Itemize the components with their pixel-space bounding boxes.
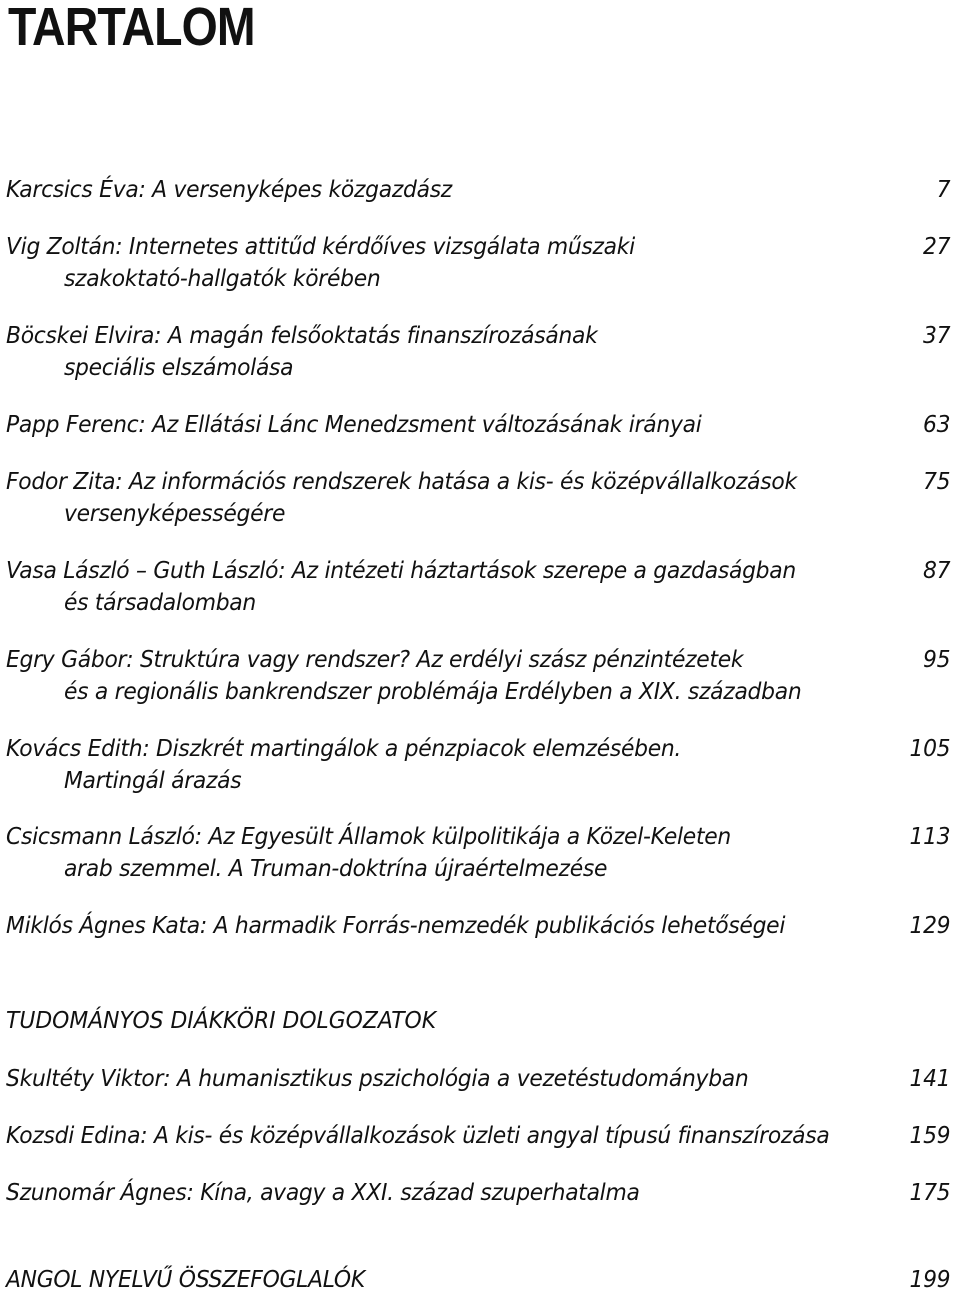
toc-entry — [6, 1063, 951, 1095]
page-number: 129 — [909, 913, 951, 939]
toc-entry — [6, 555, 951, 619]
toc-entry — [6, 1177, 951, 1209]
entry-title-continued: és társadalomban — [63, 590, 256, 616]
entry-title: Skultéty Viktor: A humanisztikus pszichológia a vezetéstudományban — [6, 1066, 749, 1092]
toc-entry — [6, 409, 951, 441]
toc-entry — [6, 320, 951, 384]
entry-title: Böcskei Elvira: A magán felsőoktatás finanszírozásának — [6, 323, 598, 349]
page-number: 159 — [909, 1123, 951, 1149]
page-number: 7 — [936, 177, 951, 203]
entry-title: Szunomár Ágnes: Kína, avagy a XXI. század szuperhatalma — [6, 1180, 640, 1206]
entry-title: Fodor Zita: Az információs rendszerek hatása a kis- és középvállalkozások — [6, 469, 797, 495]
entry-title-continued: speciális elszámolása — [63, 355, 294, 381]
entry-title: Vasa László – Guth László: Az intézeti háztartások szerepe a gazdaságban — [6, 558, 796, 584]
entry-title: Karcsics Éva: A versenyképes közgazdász — [6, 177, 452, 203]
page-title: TARTALOM — [8, 0, 255, 57]
toc-entry — [6, 910, 951, 942]
entry-title-continued: versenyképességére — [63, 501, 286, 527]
page-number: 95 — [923, 647, 951, 673]
page-number: 75 — [923, 469, 951, 495]
page-number: 175 — [909, 1180, 951, 1206]
entry-title-continued: arab szemmel. A Truman-doktrína újraértelmezése — [63, 856, 608, 882]
toc-entry — [6, 1120, 951, 1152]
page-number: 63 — [923, 412, 951, 438]
toc-entry — [6, 231, 951, 295]
entry-title: Csicsmann László: Az Egyesült Államok külpolitikája a Közel-Keleten — [6, 824, 731, 850]
entry-title-continued: és a regionális bankrendszer problémája Erdélyben a XIX. században — [63, 679, 802, 705]
entry-title-continued: Martingál árazás — [63, 768, 242, 794]
page-number: 141 — [909, 1066, 951, 1092]
toc-entry-english-summary — [6, 1264, 951, 1296]
page-number: 27 — [923, 234, 951, 260]
toc-entry — [6, 466, 951, 530]
section-heading-student-papers: TUDOMÁNYOS DIÁKKÖRI DOLGOZATOK — [6, 1008, 437, 1034]
entry-title: Kozsdi Edina: A kis- és középvállalkozások üzleti angyal típusú finanszírozása — [6, 1123, 830, 1149]
entry-title: Kovács Edith: Diszkrét martingálok a pénzpiacok elemzésében. — [6, 736, 682, 762]
toc-entry — [6, 821, 951, 885]
entry-title: Miklós Ágnes Kata: A harmadik Forrás-nemzedék publikációs lehetőségei — [6, 913, 786, 939]
page-number: 105 — [909, 736, 951, 762]
page-number: 37 — [923, 323, 951, 349]
toc-entry — [6, 644, 951, 708]
toc-entry — [6, 174, 951, 206]
entry-title: Egry Gábor: Struktúra vagy rendszer? Az erdélyi szász pénzintézetek — [6, 647, 744, 673]
page-number: 113 — [909, 824, 951, 850]
entry-title: Papp Ferenc: Az Ellátási Lánc Menedzsment változásának irányai — [6, 412, 702, 438]
page-number: 199 — [909, 1267, 951, 1293]
entry-title-continued: szakoktató-hallgatók körében — [63, 266, 381, 292]
entry-title: Vig Zoltán: Internetes attitűd kérdőíves vizsgálata műszaki — [6, 234, 635, 260]
toc-entry — [6, 733, 951, 797]
section-heading-english-summary: ANGOL NYELVŰ ÖSSZEFOGLALÓK — [6, 1267, 365, 1293]
page-number: 87 — [923, 558, 951, 584]
